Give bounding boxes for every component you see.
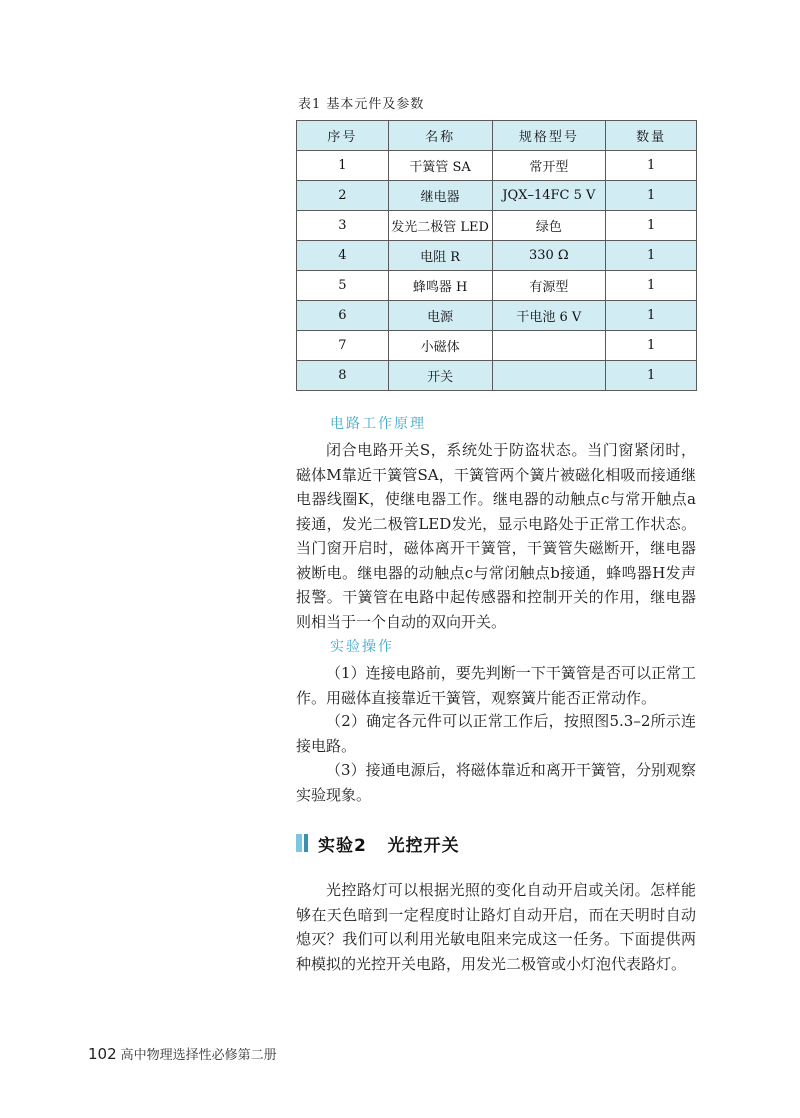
cell-model: 330 Ω (492, 241, 606, 271)
header-model: 规格型号 (492, 121, 606, 151)
cell-model (492, 361, 606, 391)
cell-name: 电阻 R (388, 241, 492, 271)
cell-name: 干簧管 SA (388, 151, 492, 181)
cell-index: 8 (297, 361, 389, 391)
cell-quantity: 1 (606, 301, 697, 331)
section-title: 实验2 光控开关 (318, 835, 460, 856)
cell-quantity: 1 (606, 181, 697, 211)
table-row (297, 151, 697, 181)
page-number: 102 (88, 1045, 117, 1063)
cell-name: 开关 (388, 361, 492, 391)
cell-model: JQX–14FC 5 V (492, 181, 606, 211)
table-row (297, 361, 697, 391)
table-row (297, 211, 697, 241)
parameters-table (296, 120, 697, 391)
cell-quantity: 1 (606, 211, 697, 241)
cell-quantity: 1 (606, 361, 697, 391)
cell-index: 2 (297, 181, 389, 211)
cell-name: 继电器 (388, 181, 492, 211)
cell-model: 常开型 (492, 151, 606, 181)
header-index: 序号 (297, 121, 389, 151)
cell-model: 有源型 (492, 271, 606, 301)
table-row (297, 241, 697, 271)
header-quantity: 数量 (606, 121, 697, 151)
cell-index: 6 (297, 301, 389, 331)
page-footer (88, 1044, 277, 1063)
cell-name: 小磁体 (388, 331, 492, 361)
table-row (297, 181, 697, 211)
cell-index: 1 (297, 151, 389, 181)
table-header-row (297, 121, 697, 151)
principle-paragraph: 闭合电路开关S，系统处于防盗状态。当门窗紧闭时，磁体M靠近干簧管SA，干簧管两个簧片被磁化相吸而接通继电器线圈K，使继电器工作。继电器的动触点c与常开触点a接通，发光二极管LED发光，显示电路处于正常工作状态。当门窗开启时，磁体离开干簧管，干簧管失磁断开，继电器被断电。继电器的动触点c与常闭触点b接通，蜂鸣器H发声报警。干簧管在电路中起传感器和控制开关的作用，继电器则相当于一个自动的双向开关。 (296, 441, 696, 631)
cell-name: 蜂鸣器 H (388, 271, 492, 301)
principle-heading: 电路工作原理 (330, 416, 426, 432)
cell-quantity: 1 (606, 271, 697, 301)
cell-quantity: 1 (606, 151, 697, 181)
operation-step-1: （1）连接电路前，要先判断一下干簧管是否可以正常工作。用磁体直接靠近干簧管，观察簧片能否正常动作。 (296, 664, 696, 707)
header-name: 名称 (388, 121, 492, 151)
section-marker-icon (304, 834, 308, 852)
cell-index: 3 (297, 211, 389, 241)
cell-name: 发光二极管 LED (388, 211, 492, 241)
cell-model: 绿色 (492, 211, 606, 241)
section-marker-icon (296, 834, 302, 852)
cell-model: 干电池 6 V (492, 301, 606, 331)
operation-step-2: （2）确定各元件可以正常工作后，按照图5.3–2所示连接电路。 (296, 712, 696, 755)
cell-quantity: 1 (606, 241, 697, 271)
cell-index: 4 (297, 241, 389, 271)
cell-quantity: 1 (606, 331, 697, 361)
operation-heading: 实验操作 (330, 639, 394, 655)
cell-index: 7 (297, 331, 389, 361)
cell-name: 电源 (388, 301, 492, 331)
section-intro-paragraph: 光控路灯可以根据光照的变化自动开启或关闭。怎样能够在天色暗到一定程度时让路灯自动开启，而在天明时自动熄灭？我们可以利用光敏电阻来完成这一任务。下面提供两种模拟的光控开关电路，用发光二极管或小灯泡代表路灯。 (296, 881, 696, 973)
table-caption: 表1 基本元件及参数 (298, 97, 425, 112)
table-row (297, 301, 697, 331)
table-row (297, 271, 697, 301)
table-row (297, 331, 697, 361)
book-title: 高中物理选择性必修第二册 (120, 1048, 277, 1063)
operation-step-3: （3）接通电源后，将磁体靠近和离开干簧管，分别观察实验现象。 (296, 761, 696, 804)
section-heading (296, 830, 460, 856)
cell-index: 5 (297, 271, 389, 301)
cell-model (492, 331, 606, 361)
